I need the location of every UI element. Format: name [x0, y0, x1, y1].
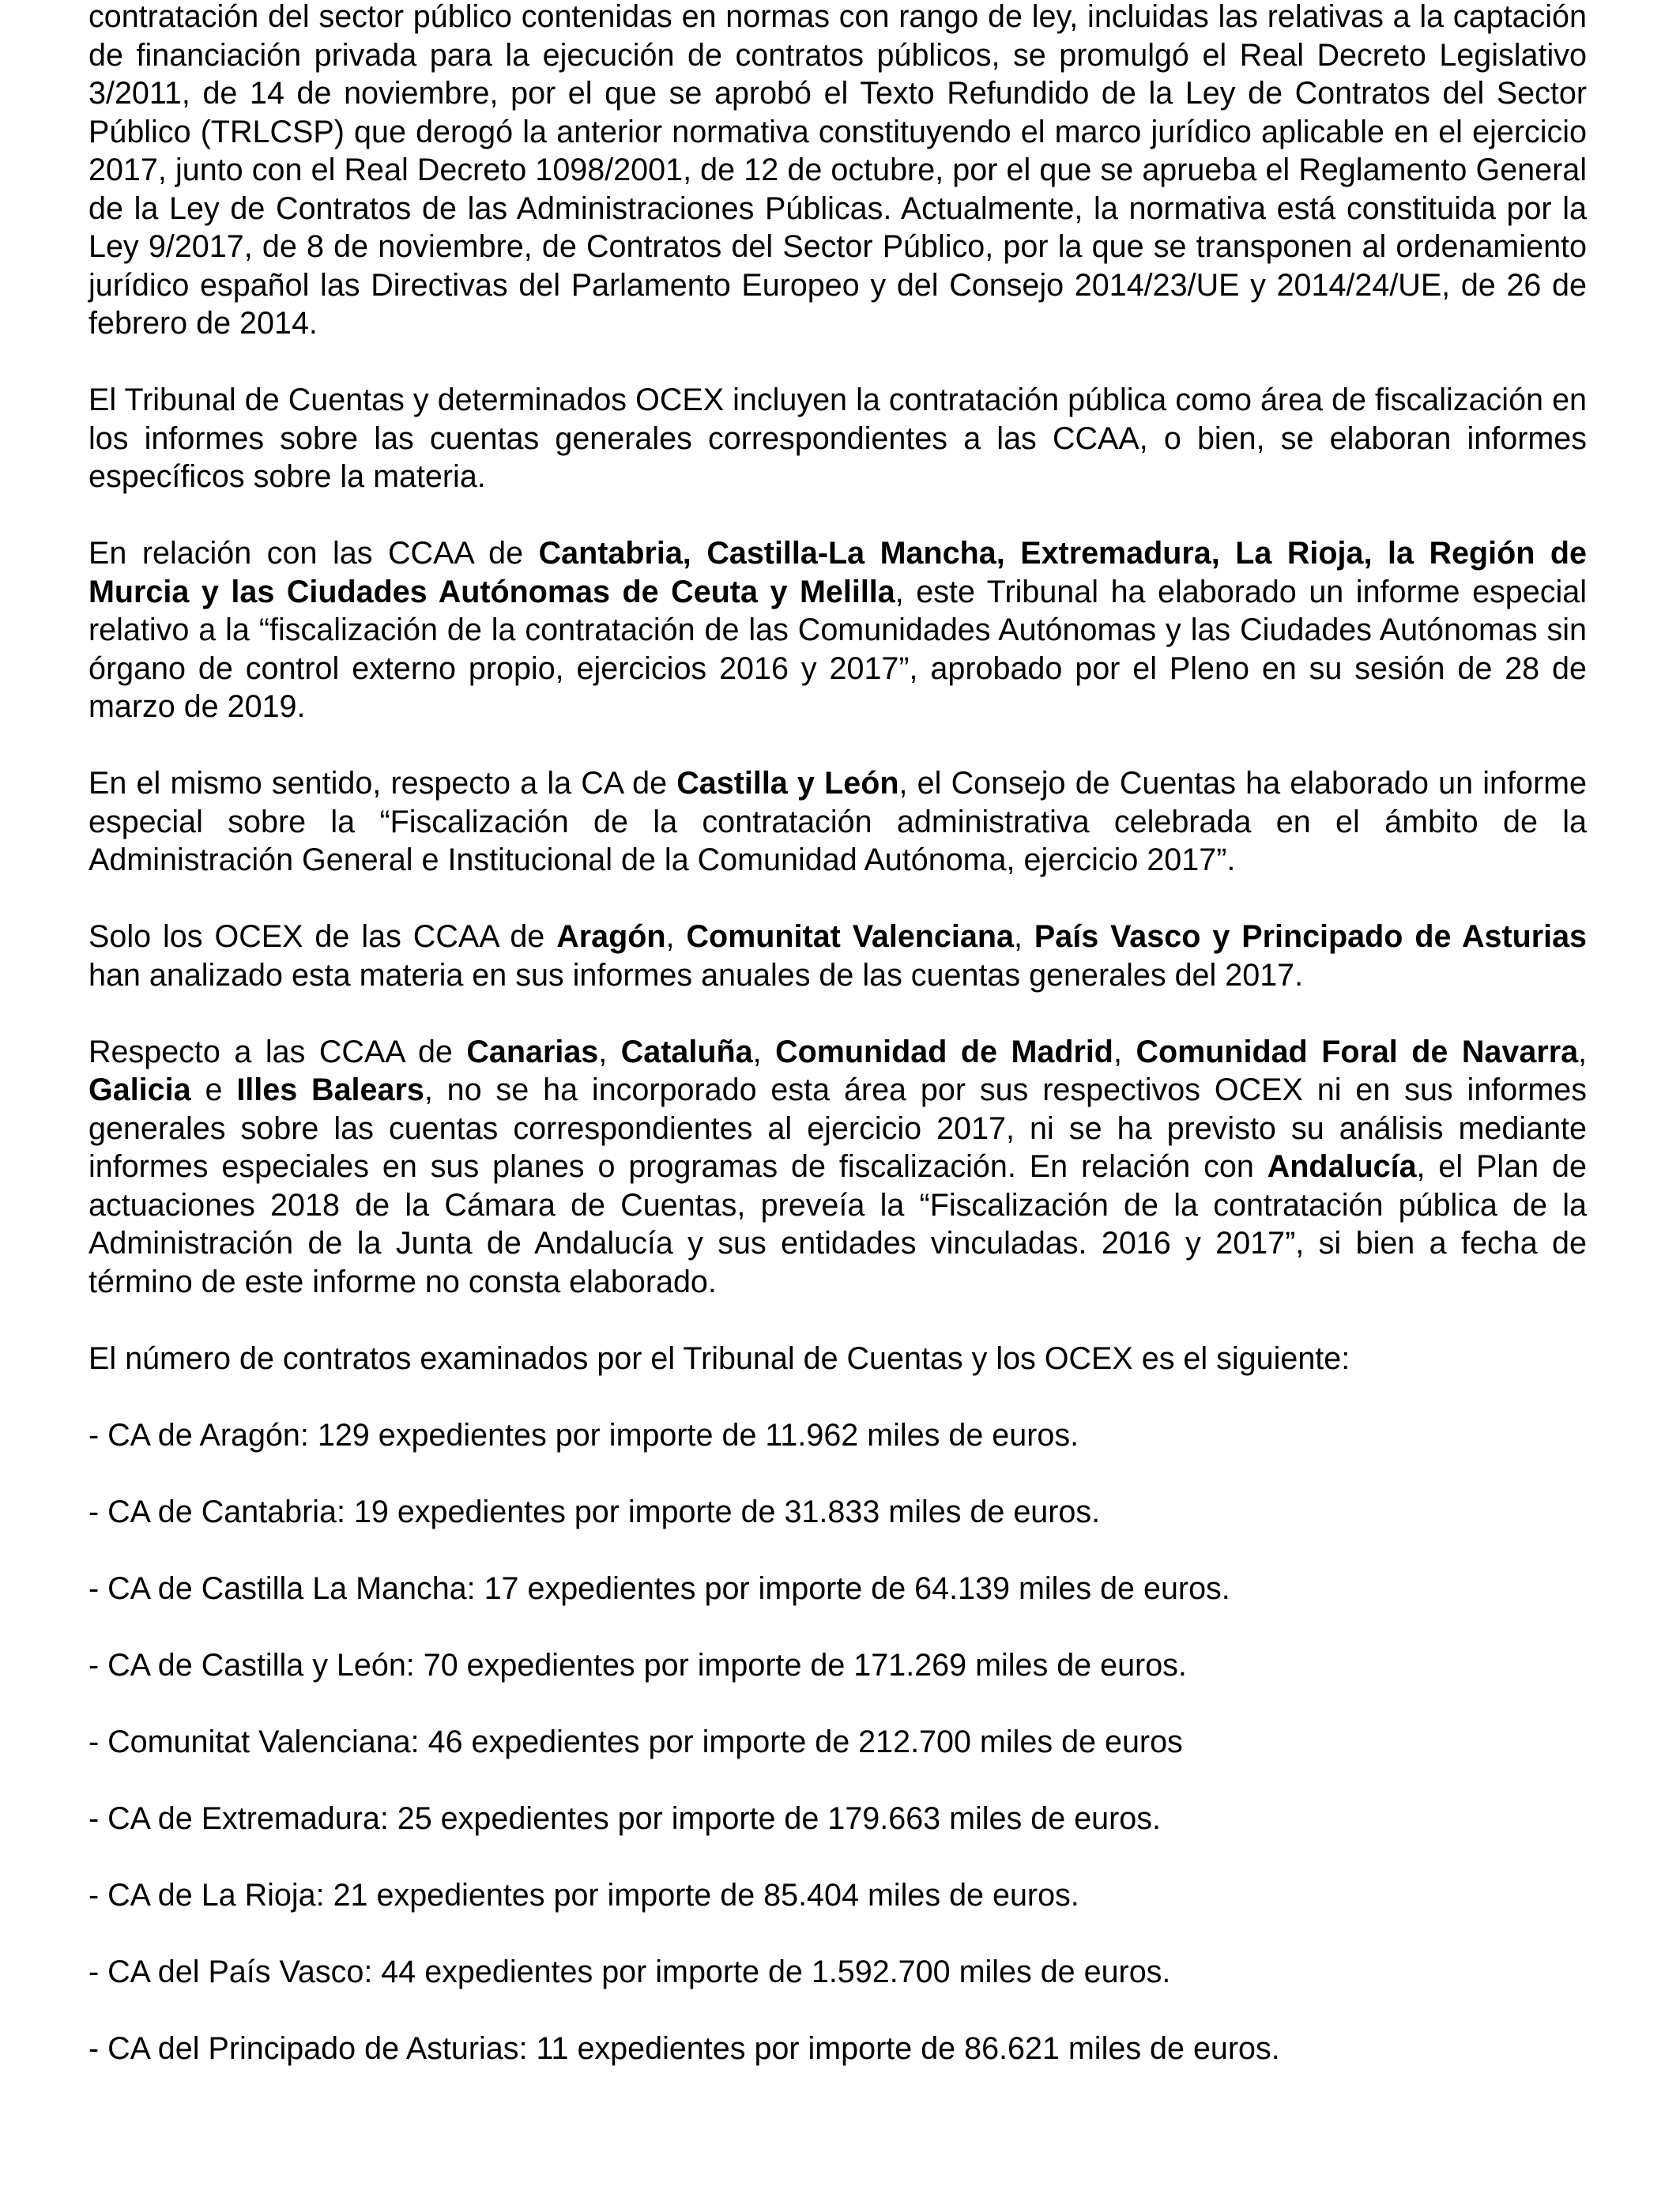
- bold-region: Aragón: [556, 919, 666, 954]
- paragraph-ccaa-special-report: [89, 534, 1587, 726]
- list-item: - CA de Extremadura: 25 expedientes por importe de 179.663 miles de euros.: [89, 1800, 1161, 1836]
- contracts-list: [89, 1416, 1587, 2068]
- paragraph-not-incorporated: [89, 1033, 1587, 1302]
- list-item: - Comunitat Valenciana: 46 expedientes por importe de 212.700 miles de euros: [89, 1724, 1183, 1759]
- text-run: ,: [1013, 919, 1034, 954]
- bold-region: Galicia: [89, 1072, 191, 1107]
- text-run: , el Plan de actuaciones 2018 de la Cámara de Cuentas, preveía la “Fiscalización de la contratación pública de la Administración de la Junta de Andalucía y sus entidades vinculadas. 2016 y 2017”, si bien a fecha de término de este informe no consta elaborado.: [89, 1149, 1587, 1299]
- bold-region: Comunidad Foral de Navarra: [1136, 1034, 1579, 1069]
- text-run: ,: [665, 919, 687, 954]
- paragraph-tribunal-ocex: El Tribunal de Cuentas y determinados OCEX incluyen la contratación pública como área de fiscalización en los informes sobre las cuentas generales correspondientes a las CCAA, o bien, se elaboran informes específicos sobre la materia.: [89, 383, 1587, 494]
- bold-region: Cataluña: [620, 1034, 753, 1069]
- bold-regions: Cantabria, Castilla-La Mancha, Extremadura, La Rioja, la Región de Murcia y las Ciudades Autónomas de Ceuta y Melilla: [89, 536, 1587, 609]
- text-run: , este Tribunal ha elaborado un informe especial relativo a la “fiscalización de la contratación de las Comunidades Autónomas y las Ciudades Autónomas sin órgano de control externo propio, ejercicios 2016 y 2017”, aprobado por el Pleno en su sesión de 28 de marzo de 2019.: [89, 574, 1587, 724]
- text-run: Solo los OCEX de las CCAA de: [89, 919, 557, 954]
- list-item: - CA de La Rioja: 21 expedientes por importe de 85.404 miles de euros.: [89, 1877, 1079, 1913]
- list-item: - CA del País Vasco: 44 expedientes por importe de 1.592.700 miles de euros.: [89, 1954, 1171, 1989]
- text-run: ,: [598, 1034, 621, 1069]
- document-page: [89, 0, 1587, 2106]
- text-run: han analizado esta materia en sus informes anuales de las cuentas generales del 2017.: [89, 957, 1304, 993]
- text-run: e: [190, 1072, 237, 1107]
- list-item: - CA de Castilla La Mancha: 17 expedientes por importe de 64.139 miles de euros.: [89, 1570, 1230, 1606]
- paragraph-contracts-intro: El número de contratos examinados por el Tribunal de Cuentas y los OCEX es el siguiente:: [89, 1340, 1350, 1376]
- text-run: En el mismo sentido, respecto a la CA de: [89, 766, 677, 801]
- bold-region: Comunitat Valenciana: [686, 919, 1014, 954]
- bold-region: Castilla y León: [676, 766, 899, 801]
- list-item: - CA de Aragón: 129 expedientes por importe de 11.962 miles de euros.: [89, 1417, 1079, 1453]
- list-item: - CA de Cantabria: 19 expedientes por importe de 31.833 miles de euros.: [89, 1494, 1101, 1529]
- paragraph-castilla-leon: [89, 764, 1587, 880]
- text-run: , no se ha incorporado esta área por sus respectivos OCEX ni en sus informes generales sobre las cuentas correspondientes al ejercicio 2017, ni se ha previsto su análisis mediante informes especiales en sus planes o programas de fiscalización. En relación con: [89, 1072, 1588, 1184]
- bold-region: Comunidad de Madrid: [775, 1034, 1113, 1069]
- list-item: - CA de Castilla y León: 70 expedientes por importe de 171.269 miles de euros.: [89, 1647, 1187, 1683]
- text-run: ,: [1113, 1034, 1136, 1069]
- text-run: , el Consejo de Cuentas ha elaborado un informe especial sobre la “Fiscalización de la contratación administrativa celebrada en el ámbito de la Administración General e Institucional de la Comunidad Autónoma, ejercicio 2017”.: [89, 766, 1587, 877]
- text-run: Respecto a las CCAA de: [89, 1034, 467, 1069]
- bold-region: Canarias: [466, 1034, 599, 1069]
- text-run: ,: [752, 1034, 776, 1069]
- paragraph-legal-framework: contratación del sector público contenidas en normas con rango de ley, incluidas las relativas a la captación de financiación privada para la ejecución de contratos públicos, se promulgó el Real Decreto Legislativo 3/2011, de 14 de noviembre, por el que se aprobó el Texto Refundido de la Ley de Contratos del Sector Público (TRLCSP) que derogó la anterior normativa constituyendo el marco jurídico aplicable en el ejercicio 2017, junto con el Real Decreto 1098/2001, de 12 de octubre, por el que se aprueba el Reglamento General de la Ley de Contratos de las Administraciones Públicas. Actualmente, la normativa está constituida por la Ley 9/2017, de 8 de noviembre, de Contratos del Sector Público, por la que se transponen al ordenamiento jurídico español las Directivas del Parlamento Europeo y del Consejo 2014/23/UE y 2014/24/UE, de 26 de febrero de 2014.: [89, 0, 1587, 341]
- bold-region: País Vasco y Principado de Asturias: [1034, 919, 1588, 954]
- bold-region: Andalucía: [1267, 1149, 1417, 1184]
- text-run: En relación con las CCAA de: [89, 536, 539, 571]
- list-item: - CA del Principado de Asturias: 11 expedientes por importe de 86.621 miles de euros.: [89, 2030, 1280, 2066]
- bold-region: Illes Balears: [236, 1072, 424, 1107]
- paragraph-annual-reports: [89, 918, 1587, 994]
- text-run: ,: [1578, 1034, 1588, 1069]
